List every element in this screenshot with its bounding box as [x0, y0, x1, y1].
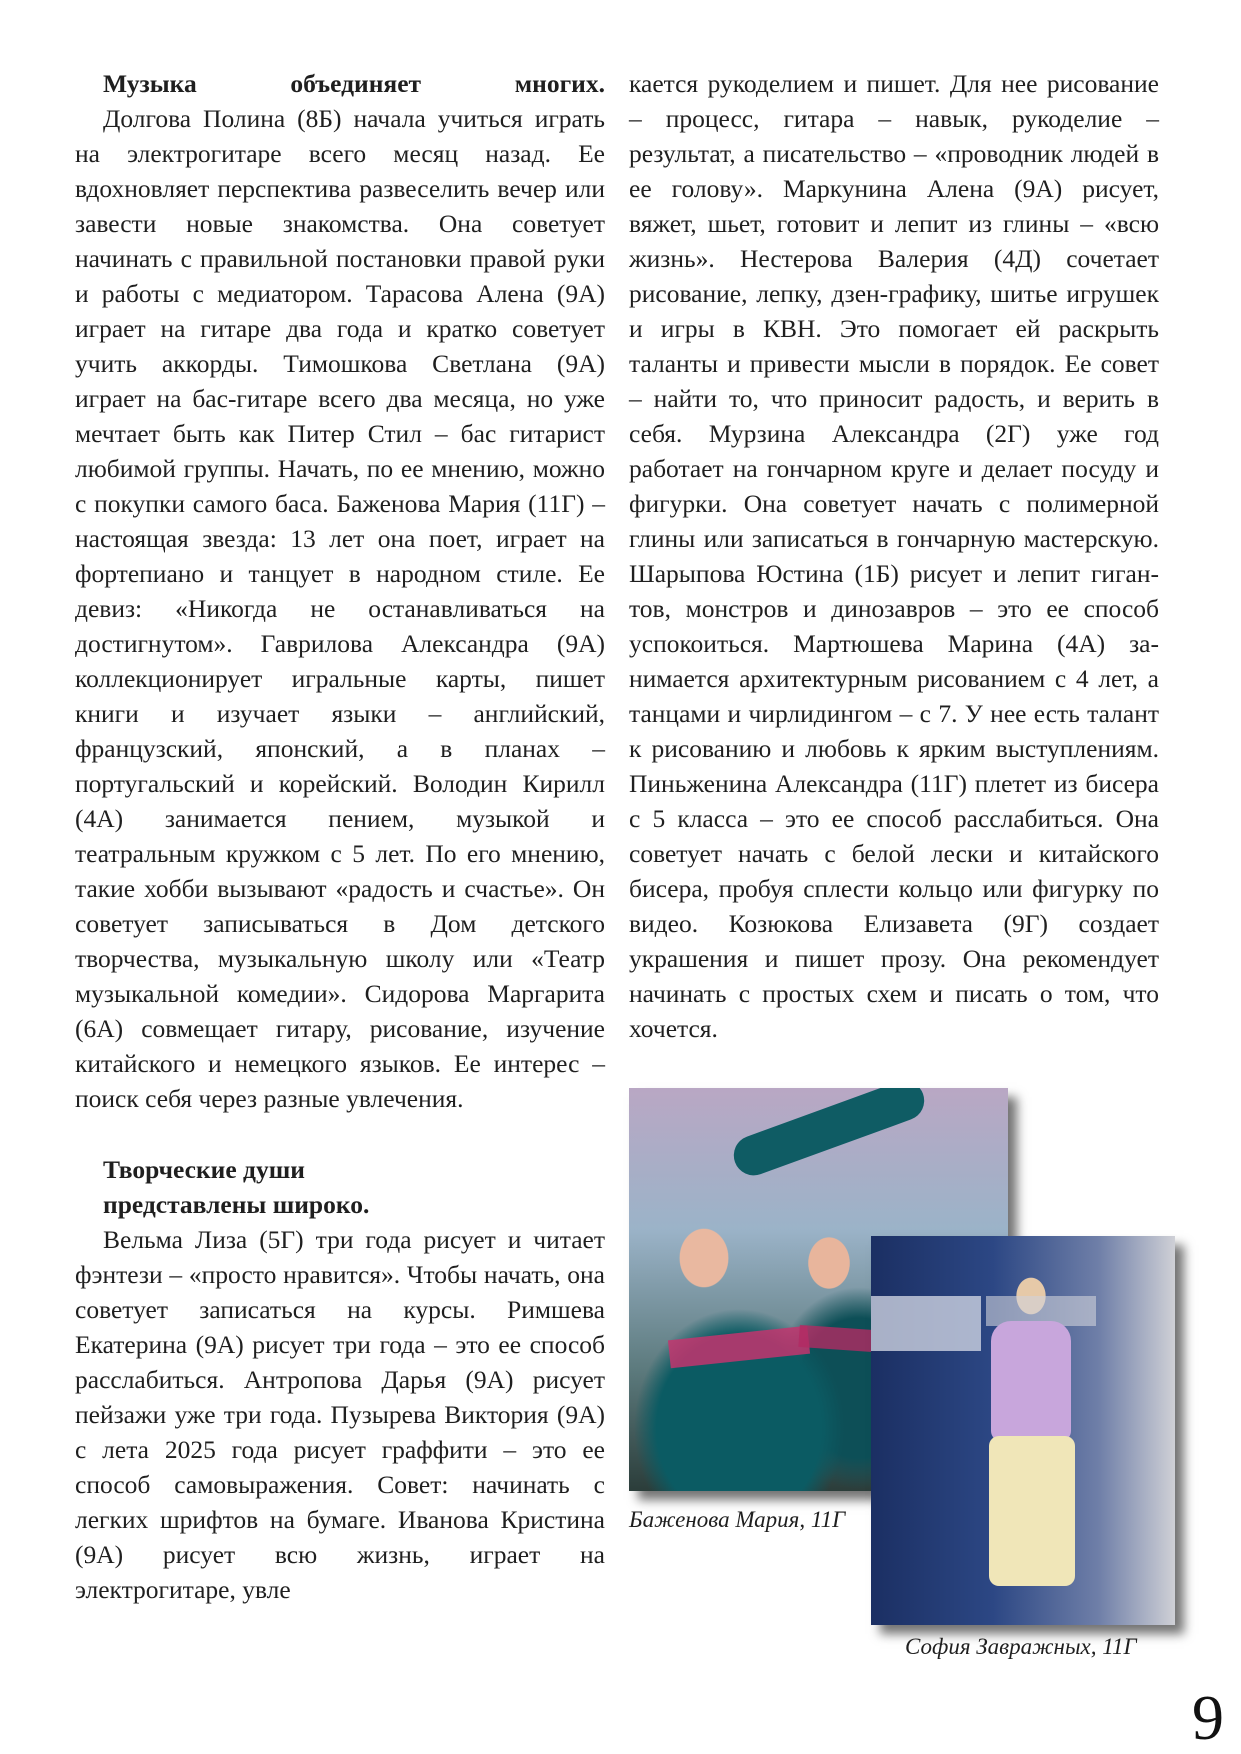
section-heading-creative-line1: Творческие души	[103, 1155, 305, 1184]
photo-caption-model: София Завражных, 11Г	[905, 1634, 1137, 1659]
section-text-music: Долгова Полина (8Б) начала учиться играть на электрогитаре всего месяц назад. Ее вдохновляет перспектива развеселить вечер или завести новые знакомства. Она советует начинать с правильной постановки правой руки и работы с медиатором. Тарасова Алена (9А) играет на гитаре два года и кратко советует учить аккорды. Тимошкова Светлана (9А) играет на бас-гитаре всего два месяца, но уже мечтает быть как Питер Стил – бас гитарист любимой группы. Начать, по ее мнению, можно с покупки самого баса. Баженова Мария (11Г) – настоящая звезда: 13 лет она поет, играет на фортепиано и танцует в народном стиле. Ее девиз: «Никогда не останавливаться на достигнутом». Гаврилова Александра (9А) коллекционирует игральные карты, пишет книги и изучает языки – английский, французский, японский, а в планах – португальский и корейский. Володин Кирилл (4А) занимается пением, музыкой и театральным кружком с 5 лет. По его мнению, такие хобби вызывают «радость и счастье». Он советует записываться в Дом детского творчества, музыкальную школу или «Театр музыкальной комедии». Сидорова Маргарита (6А) совмещает гитару, рисование, изучение китайского и немецкого языков. Ее интерес – поиск себя через разные увлечения.	[75, 104, 605, 1113]
photo-runway-model	[871, 1236, 1175, 1625]
right-column	[629, 66, 1159, 1046]
section-heading-music: Музыка объединяет многих.	[103, 69, 605, 98]
section-text-creative: Вельма Лиза (5Г) три года рисует и читает фэнтези – «просто нравится». Чтобы начать, она советует записаться на курсы. Римшева Екатерина (9А) рисует три года – это ее способ расслабиться. Антропова Дарья (9А) рисует пейзажи уже три года. Пузырева Виктория (9А) с лета 2025 года рисует граффити – это ее способ самовыражения. Совет: начинать с легких шрифтов на бумаге. Иванова Кристина (9А) рисует всю жизнь, играет на электрогитаре, увле	[75, 1225, 605, 1604]
section-text-creative-continued: кается рукоделием и пишет. Для нее рисование – процесс, гитара – навык, рукоделие – результат, а писательство – «проводник людей в ее голову». Маркунина Алена (9А) рисует, вяжет, шьет, готовит и лепит из глины – «всю жизнь». Нестерова Валерия (4Д) сочетает рисование, лепку, дзен-графику, шитье игрушек и игры в КВН. Это помогает ей раскрыть таланты и привести мысли в порядок. Ее совет – найти то, что приносит радость, и верить в себя. Мурзина Александра (2Г) уже год работает на гончарном круге и делает посуду и фигурки. Она советует начать с полимерной глины или записаться в гончарную мастерскую. Шарыпова Юстина (1Б) рисует и лепит гигантов, монстров и динозавров – это ее способ успокоиться. Мартюшева Марина (4А) занимается архитектурным рисованием с 4 лет, а танцами и чирлидингом – с 7. У нее есть талант к рисованию и любовь к ярким выступлениям. Пиньженина Александра (11Г) плетет из бисера с 5 класса – это ее способ расслабиться. Она советует начать с белой лески и китайского бисера, пробуя сплести кольцо или фигурку по видео. Козюкова Елизавета (9Г) создает украшения и пишет прозу. Она рекомендует начинать с простых схем и писать о том, что хочется.	[629, 69, 1159, 1043]
photo-caption-dancers: Баженова Мария, 11Г	[629, 1507, 846, 1532]
left-column	[75, 66, 605, 1607]
page-number: 9	[1192, 1682, 1224, 1753]
runway-banner	[871, 1296, 981, 1351]
section-heading-creative-line2: представлены широко.	[103, 1190, 370, 1219]
